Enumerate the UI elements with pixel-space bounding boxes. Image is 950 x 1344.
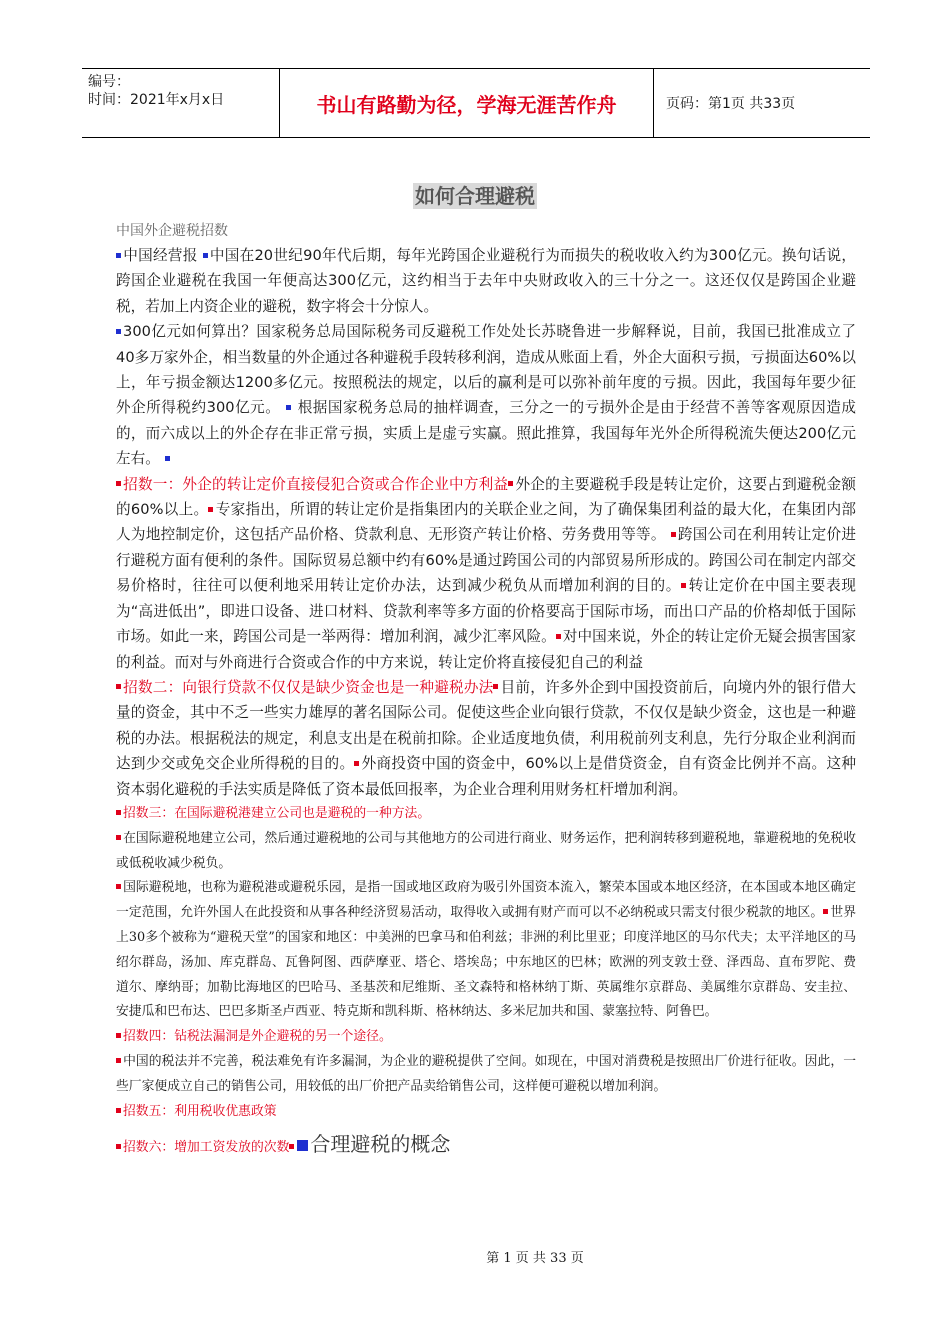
bullet-icon: [493, 684, 498, 689]
number-label: 编号：: [88, 74, 130, 90]
section-heading: 招数二：向银行贷款不仅仅是缺少资金也是一种避税办法: [123, 678, 494, 696]
paragraph-text: 300亿元如何算出？国家税务总局国际税务司反避税工作处处长苏晓鲁进一步解释说，目前，我国已批准成立了40多万家外企，相当数量的外企通过各种避税手段转移利润，造成从账面上看，外企大面积亏损，亏损面达60%以上，年亏损金额达1200多亿元。按照税法的规定，以后的赢利是可以弥补前年度的亏损。因此，我国每年要少征外企所得税约300亿元。: [116, 323, 856, 417]
header-page-info: 页码：第1页 共33页: [666, 96, 796, 112]
header-left-cell: [82, 69, 280, 137]
bullet-icon: [681, 583, 686, 588]
source-text: 中国经营报: [123, 247, 203, 264]
bullet-icon: [671, 532, 676, 537]
bullet-icon: [116, 1033, 121, 1038]
paragraph: [116, 472, 856, 675]
bullet-icon: [116, 253, 121, 258]
paragraph-text: 跨国公司在利用转让定价进行避税方面有便利的条件。国际贸易总额中约有60%是通过跨国公司的内部贸易所形成的。跨国公司在制定内部交易价格时，往往可以便利地采用转让定价办法，达到减少税负从而增加利润的目的。: [116, 526, 856, 595]
paragraph: [116, 675, 856, 802]
bullet-icon: [116, 810, 121, 815]
paragraph-text: 中国的税法并不完善，税法难免有许多漏洞，为企业的避税提供了空间。如现在，中国对消费税是按照出厂价进行征收。因此，一些厂家便成立自己的销售公司，用较低的出厂价把产品卖给销售公司，这样便可避税以增加利润。: [116, 1053, 856, 1094]
document-body: [116, 243, 856, 1161]
header-motto: 书山有路勤为径，学海无涯苦作舟: [280, 69, 654, 137]
paragraph: [116, 1132, 856, 1161]
section-heading: 招数五：利用税收优惠政策: [123, 1103, 277, 1119]
paragraph-text: 专家指出，所谓的转让定价是指集团内的关联企业之间，为了确保集团利益的最大化，在集团内部人为地控制定价，这包括产品价格、贷款利息、无形资产转让价格、劳务费用等等。: [116, 501, 856, 544]
paragraph-text: 在国际避税地建立公司，然后通过避税地的公司与其他地方的公司进行商业、财务运作，把利润转移到避税地，靠避税地的免税收或低税收减少税负。: [116, 830, 856, 871]
bullet-icon: [116, 1108, 121, 1113]
paragraph: [116, 1050, 856, 1100]
bullet-icon: [203, 253, 208, 258]
bullet-icon: [165, 456, 170, 461]
bullet-icon: [116, 1058, 121, 1063]
bullet-icon: [116, 329, 121, 334]
header-table: [82, 68, 870, 138]
paragraph-text: 外商投资中国的资金中，60%以上是借贷资金，自有资金比例并不高。这种资本弱化避税的手法实质是降低了资本最低回报率，为企业合理利用财务杠杆增加利润。: [116, 755, 856, 798]
bullet-icon: [508, 481, 513, 486]
paragraph: [116, 802, 856, 827]
paragraph-text: 外企的主要避税手段是转让定价，这要占到避税金额的60%以上。: [116, 475, 856, 519]
paragraph: [116, 243, 856, 319]
page-footer: 第 1 页 共 33 页: [486, 1251, 584, 1266]
bullet-icon: [823, 909, 828, 914]
bullet-icon: [556, 634, 561, 639]
section-heading: 招数三：在国际避税港建立公司也是避税的一种方法。: [123, 805, 431, 821]
bullet-icon: [286, 405, 291, 410]
paragraph-text: 目前，许多外企到中国投资前后，向境内外的银行借大量的资金，其中不乏一些实力雄厚的著名国际公司。促使这些企业向银行贷款，不仅仅是缺少资金，这也是一种避税的办法。根据税法的规定，利息支出是在税前扣除。企业适度地负债，利用税前列支利息，先行分取企业利润而达到少交或免交企业所得税的目的。: [116, 678, 856, 773]
paragraph-text: 国际避税地，也称为避税港或避税乐园，是指一国或地区政府为吸引外国资本流入，繁荣本国或本地区经济，在本国或本地区确定一定范围，允许外国人在此投资和从事各种经济贸易活动，取得收入或拥有财产而可以不必纳税或只需支付很少税款的地区。: [116, 880, 856, 921]
time-label: 时间：2021年x月x日: [88, 92, 225, 108]
concept-heading: 合理避税的概念: [310, 1132, 451, 1157]
section-heading: 招数一：外企的转让定价直接侵犯合资或合作企业中方利益: [123, 475, 509, 493]
paragraph: [116, 1100, 856, 1125]
bullet-icon: [116, 1144, 121, 1149]
paragraph: [116, 319, 856, 471]
paragraph-text: 转让定价在中国主要表现为“高进低出”，即进口设备、进口材料、贷款利率等多方面的价格要高于国际市场，而出口产品的价格却低于国际市场。如此一来，跨国公司是一举两得：增加利润，减少汇率风险。: [116, 577, 856, 646]
bullet-icon: [116, 884, 121, 889]
bullet-icon: [297, 1140, 308, 1151]
paragraph-text: 世界上30多个被称为“避税天堂”的国家和地区：中美洲的巴拿马和伯利兹；非洲的利比里亚；印度洋地区的马尔代夫；太平洋地区的马绍尔群岛，汤加、库克群岛、瓦鲁阿图、西萨摩亚、塔仑、塔埃岛；中东地区的巴林；欧洲的列支敦士登、泽西岛、直布罗陀、费道尔、摩纳哥；加勒比海地区的巴哈马、圣基茨和尼维斯、圣文森特和格林纳丁斯、英属维尔京群岛、美属维尔京群岛、安圭拉、安捷瓜和巴布达、巴巴多斯圣卢西亚、特克斯和凯科斯、格林纳达、多米尼加共和国、蒙塞拉特、阿鲁巴。: [116, 905, 857, 1020]
paragraph-text: 中国在20世纪90年代后期，每年光跨国企业避税行为而损失的税收收入约为300亿元。换句话说，跨国企业避税在我国一年便高达300亿元，这约相当于去年中央财政收入的三十分之一。这还仅仅是跨国企业避税，若加上内资企业的避税，数字将会十分惊人。: [116, 247, 856, 315]
paragraph: [116, 827, 856, 877]
document-title-block: [0, 180, 950, 209]
bullet-icon: [116, 481, 121, 486]
bullet-icon: [116, 835, 121, 840]
paragraph-text: 对中国来说，外企的转让定价无疑会损害国家的利益。而对与外商进行合资或合作的中方来说，转让定价将直接侵犯自己的利益: [116, 628, 856, 671]
document-title: 如何合理避税: [415, 184, 535, 208]
section-heading: 招数四：钻税法漏洞是外企避税的另一个途径。: [123, 1029, 392, 1045]
paragraph: [116, 1025, 856, 1050]
section-heading: 招数六：增加工资发放的次数: [123, 1140, 290, 1156]
bullet-icon: [208, 507, 213, 512]
bullet-icon: [289, 1144, 294, 1149]
bullet-icon: [116, 684, 121, 689]
document-subtitle: 中国外企避税招数: [116, 223, 228, 239]
bullet-icon: [354, 761, 359, 766]
paragraph: [116, 876, 856, 1025]
paragraph-text: 根据国家税务总局的抽样调查，三分之一的亏损外企是由于经营不善等客观原因造成的，而六成以上的外企存在非正常亏损，实质上是虚亏实赢。照此推算，我国每年光外企所得税流失便达200亿元左右。: [116, 399, 856, 468]
